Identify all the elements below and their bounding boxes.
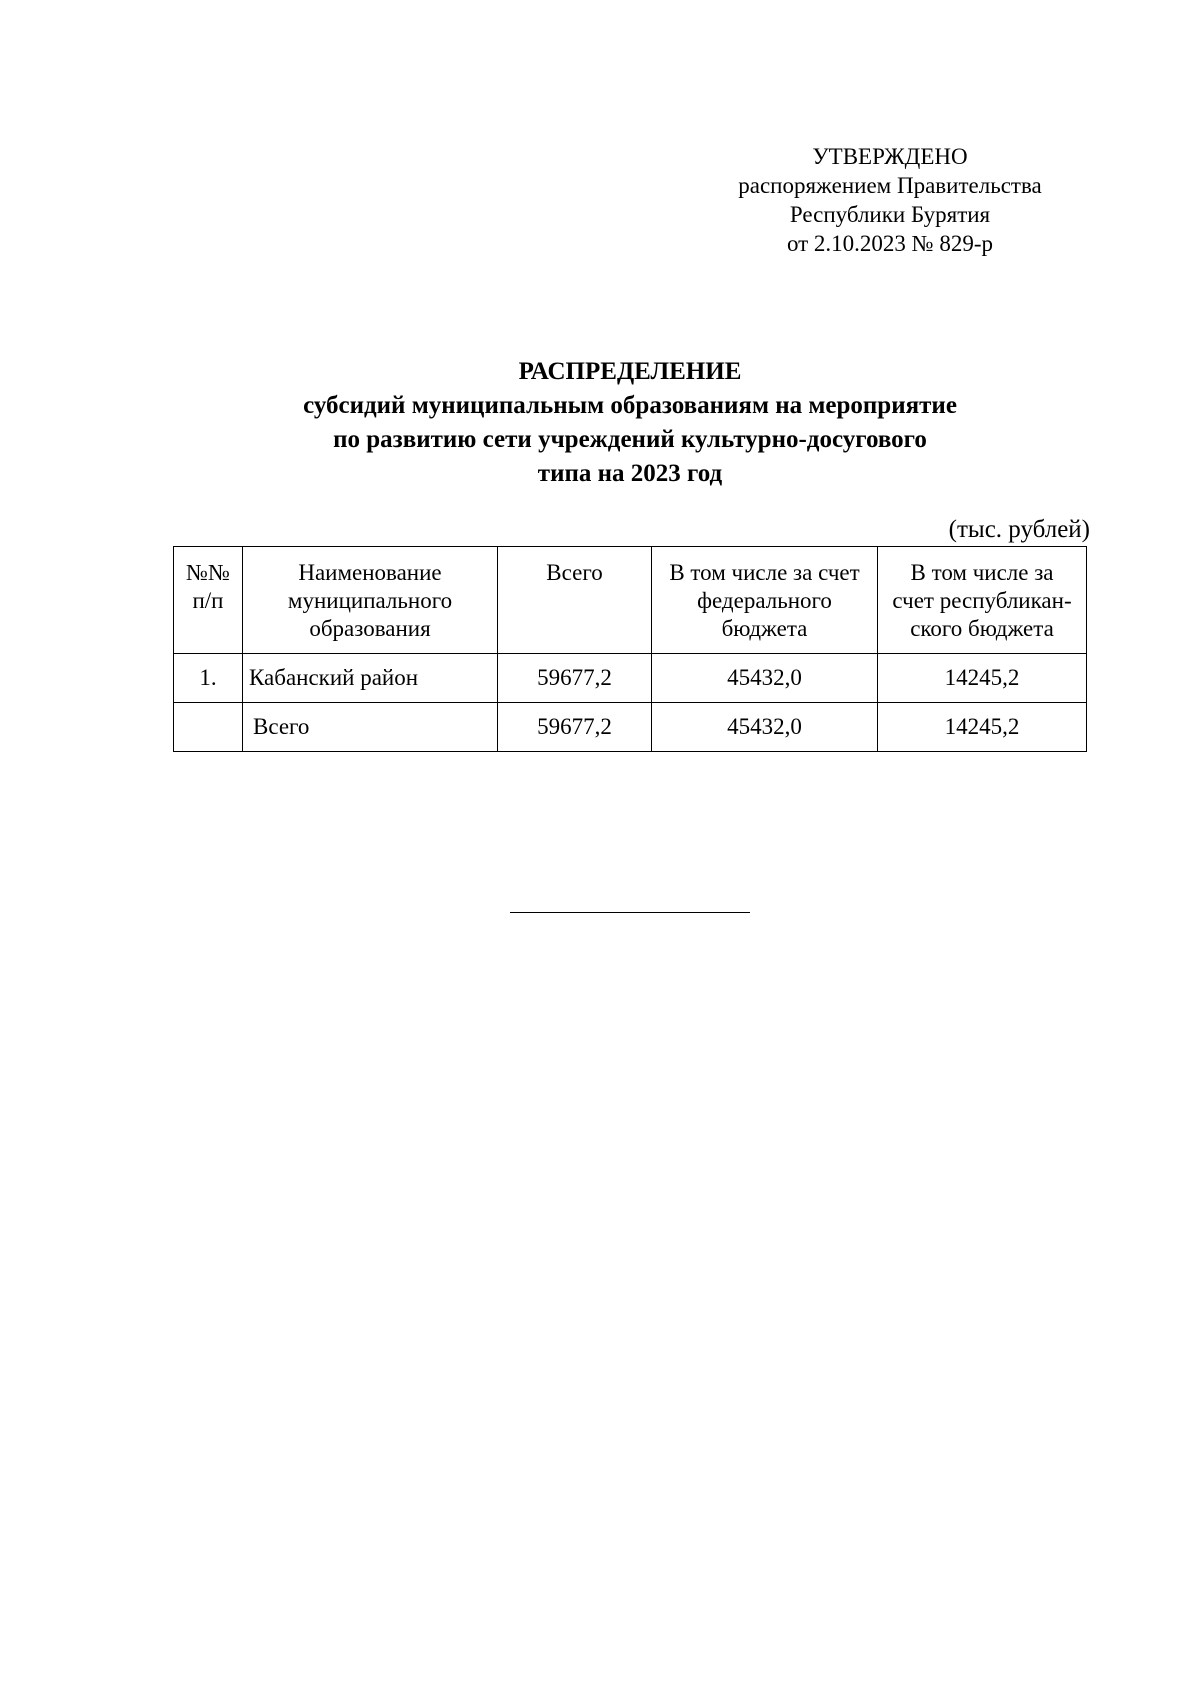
header-republic-line: ского бюджета [910, 616, 1054, 641]
title-line-3: типа на 2023 год [537, 460, 723, 487]
header-federal-budget [652, 547, 878, 654]
header-number [174, 547, 243, 654]
approval-authority: распоряжением Правительства [738, 173, 1042, 198]
header-federal-line: бюджета [721, 616, 808, 641]
table-row [174, 654, 1087, 703]
row-federal: 45432,0 [652, 654, 878, 703]
totals-federal: 45432,0 [652, 703, 878, 752]
units-label: (тыс. рублей) [948, 516, 1090, 543]
header-republic-line: В том числе за [910, 560, 1054, 585]
approval-status: УТВЕРЖДЕНО [812, 144, 968, 169]
row-republic: 14245,2 [878, 654, 1087, 703]
header-municipality-line: муниципального [287, 588, 453, 613]
totals-number [174, 703, 243, 752]
title-line-1: субсидий муниципальным образованиям на мероприятие [303, 392, 957, 419]
title-line-2: по развитию сети учреждений культурно-досугового [333, 426, 927, 453]
header-federal-line: В том числе за счет [669, 560, 860, 585]
totals-row [174, 703, 1087, 752]
header-municipality [243, 547, 498, 654]
header-federal-line: федерального [697, 588, 832, 613]
header-municipality-line: Наименование [298, 560, 442, 585]
header-republic-budget [878, 547, 1087, 654]
header-republic-line: счет республикан- [892, 588, 1072, 613]
row-total: 59677,2 [498, 654, 652, 703]
document-title [160, 355, 1100, 491]
totals-total: 59677,2 [498, 703, 652, 752]
header-total [498, 547, 652, 654]
header-total-line: Всего [546, 560, 603, 585]
distribution-table [173, 546, 1087, 752]
row-municipality: Кабанский район [243, 654, 498, 703]
title-heading: РАСПРЕДЕЛЕНИЕ [518, 358, 742, 385]
approval-date-number: от 2.10.2023 № 829-р [786, 231, 994, 256]
header-number-line: №№ [186, 560, 230, 585]
row-number: 1. [174, 654, 243, 703]
totals-republic: 14245,2 [878, 703, 1087, 752]
table-header-row [174, 547, 1087, 654]
header-number-line: п/п [192, 588, 224, 613]
approval-republic: Республики Бурятия [789, 202, 991, 227]
header-municipality-line: образования [309, 616, 431, 641]
approval-block [700, 142, 1080, 258]
totals-label: Всего [243, 703, 498, 752]
closing-rule [510, 912, 750, 913]
